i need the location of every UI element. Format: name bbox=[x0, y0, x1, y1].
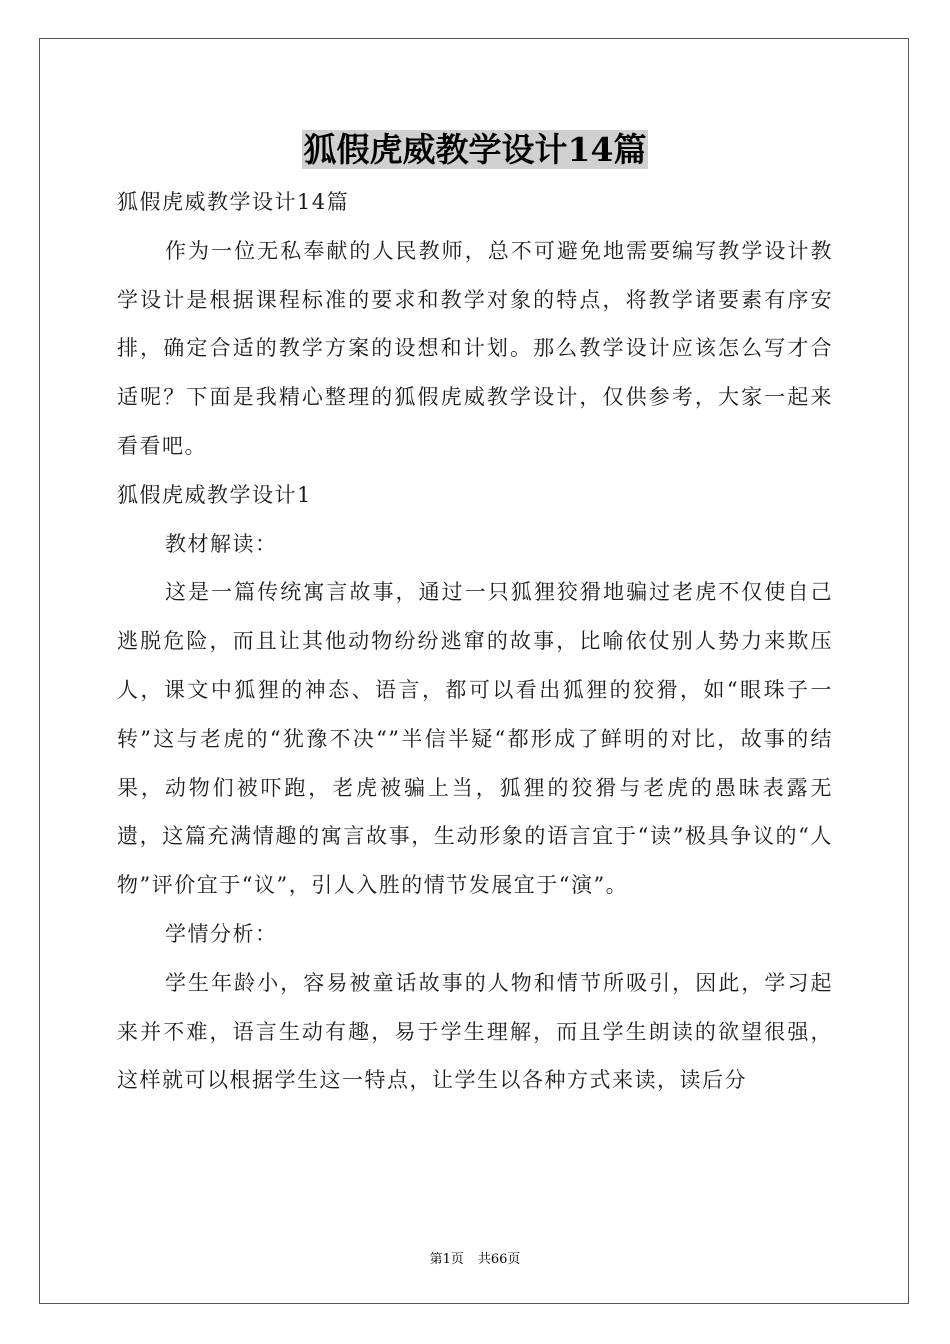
page-total: 共66页 bbox=[477, 1252, 521, 1267]
document-title-text: 狐假虎威教学设计14篇 bbox=[303, 130, 647, 169]
body-paragraph: 作为一位无私奉献的人民教师，总不可避免地需要编写教学设计教学设计是根据课程标准的要求和教学对象的特点，将教学诸要素有序安排，确定合适的教学方案的设想和计划。那么教学设计应该怎么写才合适呢？下面是我精心整理的狐假虎威教学设计，仅供参考，大家一起来看看吧。 bbox=[117, 238, 833, 458]
body-paragraph: 狐假虎威教学设计1 bbox=[117, 482, 312, 507]
body-paragraph: 教材解读： bbox=[165, 531, 278, 556]
page-footer bbox=[0, 1248, 950, 1267]
body-paragraph: 这是一篇传统寓言故事，通过一只狐狸狡猾地骗过老虎不仅使自己逃脱危险，而且让其他动物纷纷逃窜的故事，比喻依仗别人势力来欺压人，课文中狐狸的神态、语言，都可以看出狐狸的狡猾，如“眼珠子一转”这与老虎的“犹豫不决“”半信半疑“都形成了鲜明的对比，故事的结果，动物们被吓跑，老虎被骗上当，狐狸的狡猾与老虎的愚昧表露无遗，这篇充满情趣的寓言故事，生动形象的语言宜于“读”极具争议的“人物”评价宜于“议”，引人入胜的情节发展宜于“演”。 bbox=[117, 580, 833, 898]
body-paragraph: 狐假虎威教学设计14篇 bbox=[117, 190, 350, 214]
body-paragraph: 学情分析： bbox=[165, 921, 278, 946]
document-body bbox=[117, 178, 833, 1105]
body-paragraph: 学生年龄小，容易被童话故事的人物和情节所吸引，因此，学习起来并不难，语言生动有趣，易于学生理解，而且学生朗读的欲望很强，这样就可以根据学生这一特点，让学生以各种方式来读，读后分 bbox=[117, 970, 833, 1093]
document-title bbox=[0, 128, 950, 172]
page-number: 第1页 bbox=[429, 1252, 464, 1267]
